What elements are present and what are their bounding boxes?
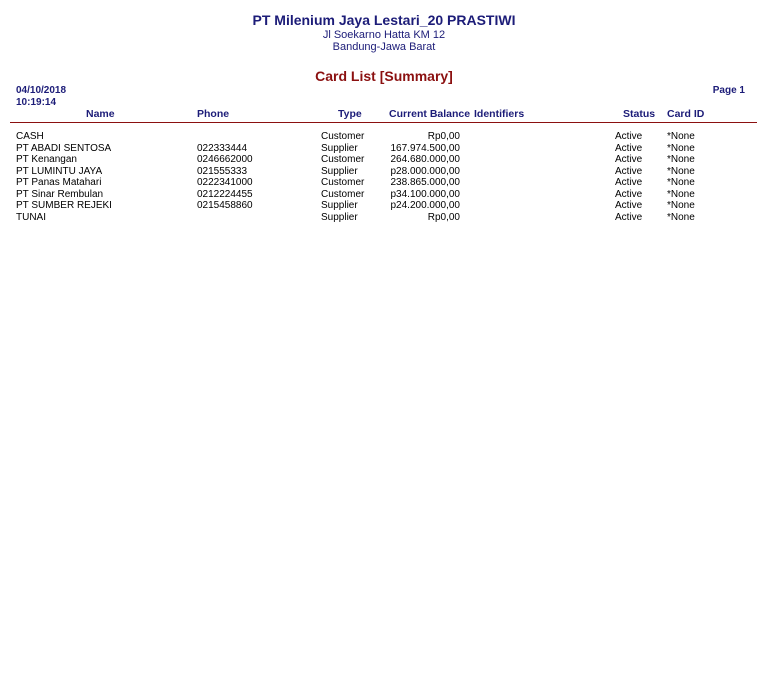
cell-name: CASH xyxy=(16,131,44,142)
cell-phone: 0246662000 xyxy=(197,154,253,165)
cell-status: Active xyxy=(615,177,643,188)
cell-name: PT LUMINTU JAYA xyxy=(16,165,103,177)
column-header-name: Name xyxy=(86,108,115,120)
report-date: 04/10/2018 xyxy=(16,85,67,96)
cell-phone: 0222341000 xyxy=(197,177,253,188)
cell-balance: p28.000.000,00 xyxy=(390,165,460,177)
cell-phone: 0215458860 xyxy=(197,200,253,211)
company-name: PT Milenium Jaya Lestari_20 PRASTIWI xyxy=(252,12,516,28)
cell-card-id: *None xyxy=(667,142,695,154)
cell-name: PT ABADI SENTOSA xyxy=(16,142,112,154)
cell-type: Supplier xyxy=(321,142,358,154)
cell-phone: 022333444 xyxy=(197,142,248,154)
column-header-status: Status xyxy=(623,108,656,120)
table-row xyxy=(0,154,768,166)
cell-status: Active xyxy=(615,142,643,154)
cell-name: TUNAI xyxy=(16,211,46,223)
cell-balance: 264.680.000,00 xyxy=(390,154,460,165)
cell-type: Customer xyxy=(321,131,365,142)
address-line-1: Jl Soekarno Hatta KM 12 xyxy=(322,29,446,41)
table-row xyxy=(0,131,768,143)
table-row xyxy=(0,166,768,178)
table-row xyxy=(0,143,768,155)
address-line-2: Bandung-Jawa Barat xyxy=(332,41,436,53)
table-row xyxy=(0,189,768,201)
cell-balance: 238.865.000,00 xyxy=(390,177,460,188)
cell-phone: 0212224455 xyxy=(197,188,253,200)
cell-type: Supplier xyxy=(321,165,358,177)
column-header-phone: Phone xyxy=(197,108,230,120)
cell-status: Active xyxy=(615,131,643,142)
header-divider xyxy=(10,122,757,123)
column-header-balance: Current Balance xyxy=(389,108,471,120)
report-title: Card List [Summary] xyxy=(315,68,453,84)
column-header-card-id: Card ID xyxy=(667,108,705,120)
cell-phone: 021555333 xyxy=(197,165,248,177)
column-header-type: Type xyxy=(338,108,362,120)
cell-name: PT Kenangan xyxy=(16,154,77,165)
cell-status: Active xyxy=(615,200,643,211)
cell-card-id: *None xyxy=(667,177,695,188)
cell-name: PT Sinar Rembulan xyxy=(16,188,104,200)
cell-balance: p34.100.000,00 xyxy=(390,188,460,200)
cell-status: Active xyxy=(615,154,643,165)
cell-balance: Rp0,00 xyxy=(427,211,460,223)
cell-type: Supplier xyxy=(321,200,358,211)
table-row xyxy=(0,200,768,212)
cell-status: Active xyxy=(615,211,643,223)
cell-balance: 167.974.500,00 xyxy=(390,142,460,154)
cell-balance: Rp0,00 xyxy=(427,131,460,142)
cell-card-id: *None xyxy=(667,211,695,223)
cell-name: PT Panas Matahari xyxy=(16,177,102,188)
cell-type: Customer xyxy=(321,188,365,200)
page-number: Page 1 xyxy=(712,85,745,96)
report-time: 10:19:14 xyxy=(16,97,57,108)
cell-type: Customer xyxy=(321,154,365,165)
cell-card-id: *None xyxy=(667,165,695,177)
cell-name: PT SUMBER REJEKI xyxy=(16,200,112,211)
cell-status: Active xyxy=(615,165,643,177)
cell-card-id: *None xyxy=(667,200,695,211)
cell-card-id: *None xyxy=(667,131,695,142)
cell-card-id: *None xyxy=(667,188,695,200)
cell-card-id: *None xyxy=(667,154,695,165)
cell-type: Supplier xyxy=(321,211,358,223)
table-row xyxy=(0,177,768,189)
table-row xyxy=(0,212,768,224)
cell-status: Active xyxy=(615,188,643,200)
card-list-table xyxy=(0,131,768,223)
cell-balance: p24.200.000,00 xyxy=(390,200,460,211)
cell-type: Customer xyxy=(321,177,365,188)
column-header-identifiers: Identifiers xyxy=(474,108,525,120)
